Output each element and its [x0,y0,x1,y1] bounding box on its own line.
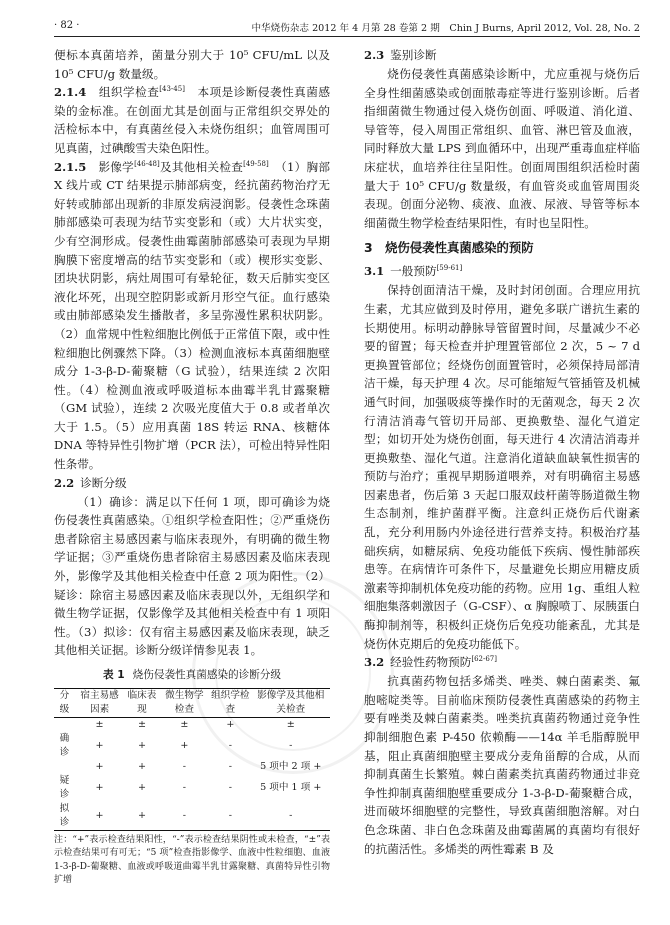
cell: + [137,781,146,793]
cell: ± [180,718,189,730]
section-text: 本项是诊断侵袭性真菌感染的金标准。在创面尤其是创面与正常组织交界处的活检标本中，有真菌丝侵入未烧伤组织；血管周围可见真菌，过碘酸雪夫染色阳性。 [54,85,330,155]
table-caption [54,666,330,685]
section-title: 一般预防 [390,264,437,279]
cell: - [228,739,232,751]
table-header-row [54,688,330,717]
section-3-1-heading [364,262,640,281]
cell: + [226,718,235,730]
cell: - [228,760,232,772]
col-header: 宿主易感因素 [75,688,125,717]
col-header: 分级 [54,688,75,717]
cell: 5 项中 2 项 + [260,760,322,772]
section-title: 诊断分级 [80,475,127,490]
section-title: 组织学检查 [98,85,160,100]
cell: + [137,739,146,751]
header-rule [54,36,640,37]
section-3-1-text: 保持创面清洁干燥，及时封闭创面。合理应用抗生素，尤其应做到及时停用，避免多联广谱抗生素的长期使用。标明动静脉导管留置时间，尽量减少不必要的留置；每天检查并护理置管部位 2 次，5 ~ 7 d 更换置管部位；经烧伤创面置管时，必须保持局部清洁干燥，每天护理 4 次。尽可能缩短气管插管及机械通气时间，加强吸痰等操作时的无菌观念，每天 2 次行清洁消毒气管切开局部、更换敷垫、湿化气道定型；如切开处为烧伤创面，每天进行 4 次清洁消毒并更换敷垫、湿化气道。注意消化道缺血缺氧性损害的预防与治疗；重视早期肠道喂养，对有明确宿主易感因素患者，伤后第 3 天起口服双歧杆菌等肠道微生物生态制剂，维护菌群平衡。注意纠正烧伤后代谢紊乱，充分利用肠内外途径进行营养支持。积极治疗基础疾病，如糖尿病、免疫功能低下疾病、慢性肺部疾患等。在病情许可条件下，尽量避免长期应用糖皮质激素等抑制机体免疫功能的药物。应用 1g、重组人粒细胞集落刺激因子（G-CSF）、α 胸腺喷丁、尿胰蛋白酶抑制剂等，积极纠正烧伤后免疫功能紊乱，尤其是烧伤休克期后的免疫功能低下。 [364,283,640,651]
cell: 疑诊 [59,774,70,800]
cell: + [137,760,146,772]
section-title: 经验性药物预防 [390,655,472,670]
cell: - [228,781,232,793]
cell: - [182,760,186,772]
section-text: （1）胸部 X 线片或 CT 结果提示肺部病变，经抗菌药物治疗无好转或肺部出现新的非原发病浸润影。侵袭性念珠菌肺部感染可表现为结节实变影和（或）大片状实变，少有空洞形成。侵袭性曲霉菌肺部感染可表现为早期胸膜下密度增高的结节实变影和（或）楔形实变影、团块状阴影，病灶周围可有晕轮征，数天后肺实变区液化坏死，出现空腔阴影或新月形空气征。血行感染或由肺部感染发生播散者，多呈弥漫性累积状阴影。（2）血常规中性粒细胞比例低于正常值下限，或中性粒细胞比例骤然下降。（3）检测血液标本真菌细胞壁成分 1-3-β-D-葡聚糖（G 试验），结果连续 2 次阳性。（4）检测血液或呼吸道标本曲霉半乳甘露聚糖（GM 试验），连续 2 次吸光度值大于 0.8 或者单次大于 1.5。（5）应用真菌 18S 转运 RNA、核糖体 DNA 等特异性引物扩增（PCR 法），可检出特异性阳性条带。 [54,159,330,472]
cell: + [124,802,159,831]
col-header: 影像学及其他相关检查 [252,688,330,717]
section-title: 影像学 [98,159,135,174]
cell: ± [95,718,104,730]
cell: + [75,802,125,831]
section-number: 3 [364,240,373,256]
cell: - [160,802,210,831]
col-header: 组织学检查 [209,688,251,717]
section-title: 鉴别诊断 [390,48,437,62]
cell: 5 项中 1 项 + [260,781,322,793]
cell: - [182,781,186,793]
cell: - [289,739,293,751]
cell: ± [137,718,146,730]
col-header: 微生物学检查 [160,688,210,717]
section-title-cont: 及其他相关检查 [159,159,244,174]
section-number: 2.1.5 [54,159,87,174]
section-title: 烧伤侵袭性真菌感染的预防 [385,240,534,256]
cell: 确诊 [59,732,70,758]
section-2-3-heading [364,46,640,65]
left-column [54,46,330,888]
table-title: 烧伤侵袭性真菌感染的诊断分级 [132,669,281,681]
table-row [54,760,330,774]
citation: [43-45] [159,85,185,94]
section-2-2-text: （1）确诊：满足以下任何 1 项，即可确诊为烧伤侵袭性真菌感染。①组织学检查阳性；②严重烧伤患者除宿主易感因素与临床表现外，有明确的微生物学证据；③严重烧伤患者除宿主易感因素及临床表现外，影像学及其他相关检查中任意 2 项为阳性。（2）疑诊：除宿主易感因素及临床表现以外，无组织学和微生物学证据，仅影像学及其他相关检查中有 1 项阳性。（3）拟诊：仅有宿主易感因素及临床表现，缺乏其他相关证据。诊断分级详情参见表 1。 [54,494,330,658]
section-2-2-heading [54,474,330,493]
section-number: 3.2 [364,655,385,670]
citation: [59-61] [436,264,463,273]
col-header: 临床表现 [124,688,159,717]
table-row [54,802,330,831]
cell: - [252,802,330,831]
cell: + [95,760,104,772]
section-number: 2.2 [54,475,75,490]
section-3-heading [364,238,640,258]
cell: - [209,802,251,831]
citation: [46-48] [134,159,160,168]
section-2-3-text: 烧伤侵袭性真菌感染诊断中，尤应重视与烧伤后全身性细菌感染或创面脓毒症等进行鉴别诊断。后者指细菌微生物通过侵入烧伤创面、呼吸道、消化道、导管等，侵入周围正常组织、血管、淋巴管及血液，同时释放大量 LPS 到血循环中，出现严重毒血症样临床症状，血培养往往呈阳性。创面周围组织活检时菌量大于 10⁵ CFU/g 数量级，有血管炎或血管周围炎表现。创面分泌物、痰液、血液、尿液、导管等标本细菌微生物学检查结果阳性，有时也呈阳性。 [364,67,640,230]
table-row [54,774,330,802]
cell: ± [286,718,295,730]
section-number: 2.1.4 [54,85,87,100]
right-column [364,46,640,858]
section-3-2-text: 抗真菌药物包括多烯类、唑类、棘白菌素类、氟胞嘧啶类等。目前临床预防侵袭性真菌感染的药物主要有唑类及棘白菌素类。唑类抗真菌药物通过竞争性抑制细胞色素 P-450 依赖酶——14α 羊毛脂醇脱甲基，阻止真菌细胞壁主要成分麦角甾醇的合成，从而抑制真菌生长繁殖。棘白菌素类抗真菌药物通过非竞争性抑制真菌细胞壁重要成分 1-3-β-D-葡聚糖合成，进而破坏细胞壁的完整性，导致真菌细胞溶解。对白色念珠菌、非白色念珠菌及曲霉菌属的真菌均有很好的抗菌活性。多烯类的两性霉素 B 及 [364,674,640,856]
cell: + [95,781,104,793]
section-3-2-heading [364,653,640,672]
section-number: 2.3 [364,48,385,62]
citation: [62-67] [471,655,497,664]
cell [54,760,75,774]
table-row [54,717,330,732]
citation: [49-58] [243,159,269,168]
table-note: 注：“+”表示检查结果阳性，“-”表示检查结果阴性或未检查，“±”表示检查结果可有可无；“5 项”检查指影像学、血液中性粒细胞、血液 1-3-β-D-葡聚糖、血液或呼吸道曲霉半乳甘露聚糖、真菌特异性引物扩增 [54,834,330,886]
page-number: · 82 · [54,20,80,31]
paragraph-continued: 便标本真菌培养，菌量分别大于 10⁵ CFU/mL 以及 10⁵ CFU/g 数量级。 [54,48,330,81]
cell: 拟诊 [54,802,75,831]
cell: + [180,739,189,751]
section-number: 3.1 [364,264,385,279]
table-number: 表 1 [103,669,125,681]
section-2-1-4 [54,83,330,157]
cell [54,717,75,732]
table-row [54,732,330,760]
section-2-1-5 [54,158,330,474]
running-header: 中华烧伤杂志 2012 年 4 月第 28 卷第 2 期 Chin J Burns, April 2012, Vol. 28, No. 2 [251,23,640,34]
diagnosis-table [54,688,330,831]
cell: + [95,739,104,751]
